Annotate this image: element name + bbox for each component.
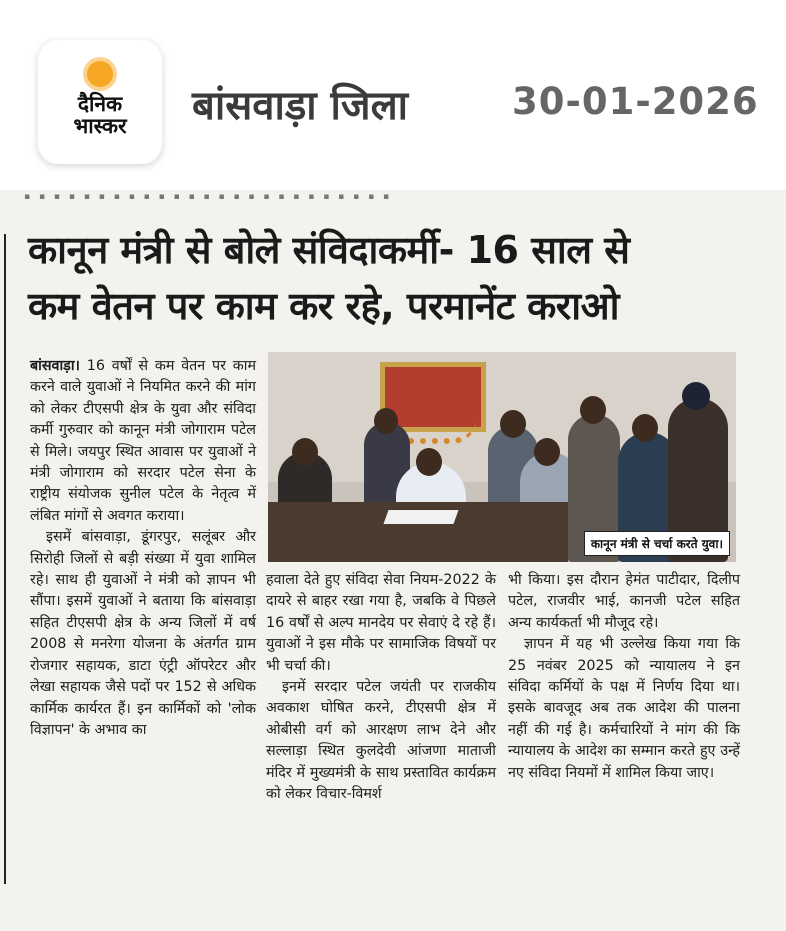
article-photo	[268, 352, 736, 562]
photo-caption: कानून मंत्री से चर्चा करते युवा।	[584, 531, 730, 556]
edition-date: 30-01-2026	[512, 80, 759, 123]
col1-paragraph2: इसमें बांसवाड़ा, डूंगरपुर, सलूंबर और सिरोही जिलों से बड़ी संख्या में युवा शामिल रहे। साथ ही युवाओं ने मंत्री को ज्ञापन भी सौंपा। इसमें युवाओं ने बताया कि बांसवाड़ा सहित टीएसपी क्षेत्र के अन्य जिलों में वर्ष 2008 से मनरेगा योजना के अंतर्गत ग्राम रोजगार सहायक, डाटा एंट्री ऑपरेटर और लेखा सहायक जैसे पदों पर 152 से अधिक कार्मिक कार्यरत हैं। इन कार्मिकों को 'लोक विज्ञापन' के अभाव का	[30, 529, 256, 738]
screenshot-header	[0, 0, 786, 185]
article-column-3	[508, 570, 740, 784]
col3-paragraph1: भी किया। इस दौरान हेमंत पाटीदार, दिलीप पटेल, राजवीर भाई, कानजी पटेल सहित अन्य कार्यकर्ता भी मौजूद रहे।	[508, 572, 740, 631]
column-rule	[4, 234, 6, 884]
article-column-2	[266, 570, 496, 805]
headline-line2: कम वेतन पर काम कर रहे, परमानेंट कराओ	[28, 284, 620, 328]
headline-line1: कानून मंत्री से बोले संविदाकर्मी- 16 साल से	[28, 228, 630, 272]
dainik-bhaskar-logo[interactable]	[38, 40, 162, 164]
district-title: बांसवाड़ा जिला	[192, 83, 409, 129]
sun-icon	[87, 61, 113, 87]
cropped-top-strip: ▪ ▪ ▪ ▪ ▪ ▪ ▪ ▪ ▪ ▪ ▪ ▪ ▪ ▪ ▪ ▪ ▪ ▪ ▪ ▪ ▪ ▪ ▪ ▪ ▪	[24, 192, 393, 202]
col2-paragraph1: हवाला देते हुए संविदा सेवा नियम-2022 के दायरे से बाहर रखा गया है, जबकि वे पिछले 16 वर्षों से अल्प मानदेय पर सेवाएं दे रहे हैं। युवाओं ने इस मौके पर सामाजिक विषयों पर भी चर्चा की।	[266, 572, 496, 674]
logo-line2: भास्कर	[73, 114, 127, 138]
article-column-1	[30, 356, 256, 741]
col1-paragraph1: 16 वर्षों से कम वेतन पर काम करने वाले युवाओं ने नियमित करने की मांग को लेकर टीएसपी क्षेत्र के युवा और संविदा कर्मी गुरुवार को कानून मंत्री जोगाराम पटेल से मिले। जयपुर स्थित आवास पर युवाओं ने मंत्री जोगाराम को सरदार पटेल सेना के राष्ट्रीय संयोजक सुनील पटेल के नेतृत्व में लंबित मांगों से अवगत कराया।	[30, 358, 256, 524]
article-headline	[28, 222, 758, 334]
dateline: बांसवाड़ा।	[30, 358, 80, 374]
logo-line1: दैनिक	[77, 92, 123, 116]
col2-paragraph2: इनमें सरदार पटेल जयंती पर राजकीय अवकाश घोषित करने, टीएसपी क्षेत्र में ओबीसी वर्ग को आरक्षण लाभ देने और सल्लाड़ा स्थित कुलदेवी आंजणा माताजी मंदिर में मुख्यमंत्री के साथ प्रस्तावित कार्यक्रम को लेकर विचार-विमर्श	[266, 679, 496, 803]
col3-paragraph2: ज्ञापन में यह भी उल्लेख किया गया कि 25 नवंबर 2025 को न्यायालय ने इन संविदा कर्मियों के पक्ष में निर्णय दिया था। इसके बावजूद अब तक आदेश की पालना नहीं की गई है। कर्मचारियों ने मांग की कि न्यायालय के आदेश का सम्मान करते हुए उन्हें नए संविदा नियमों में शामिल किया जाए।	[508, 636, 740, 781]
